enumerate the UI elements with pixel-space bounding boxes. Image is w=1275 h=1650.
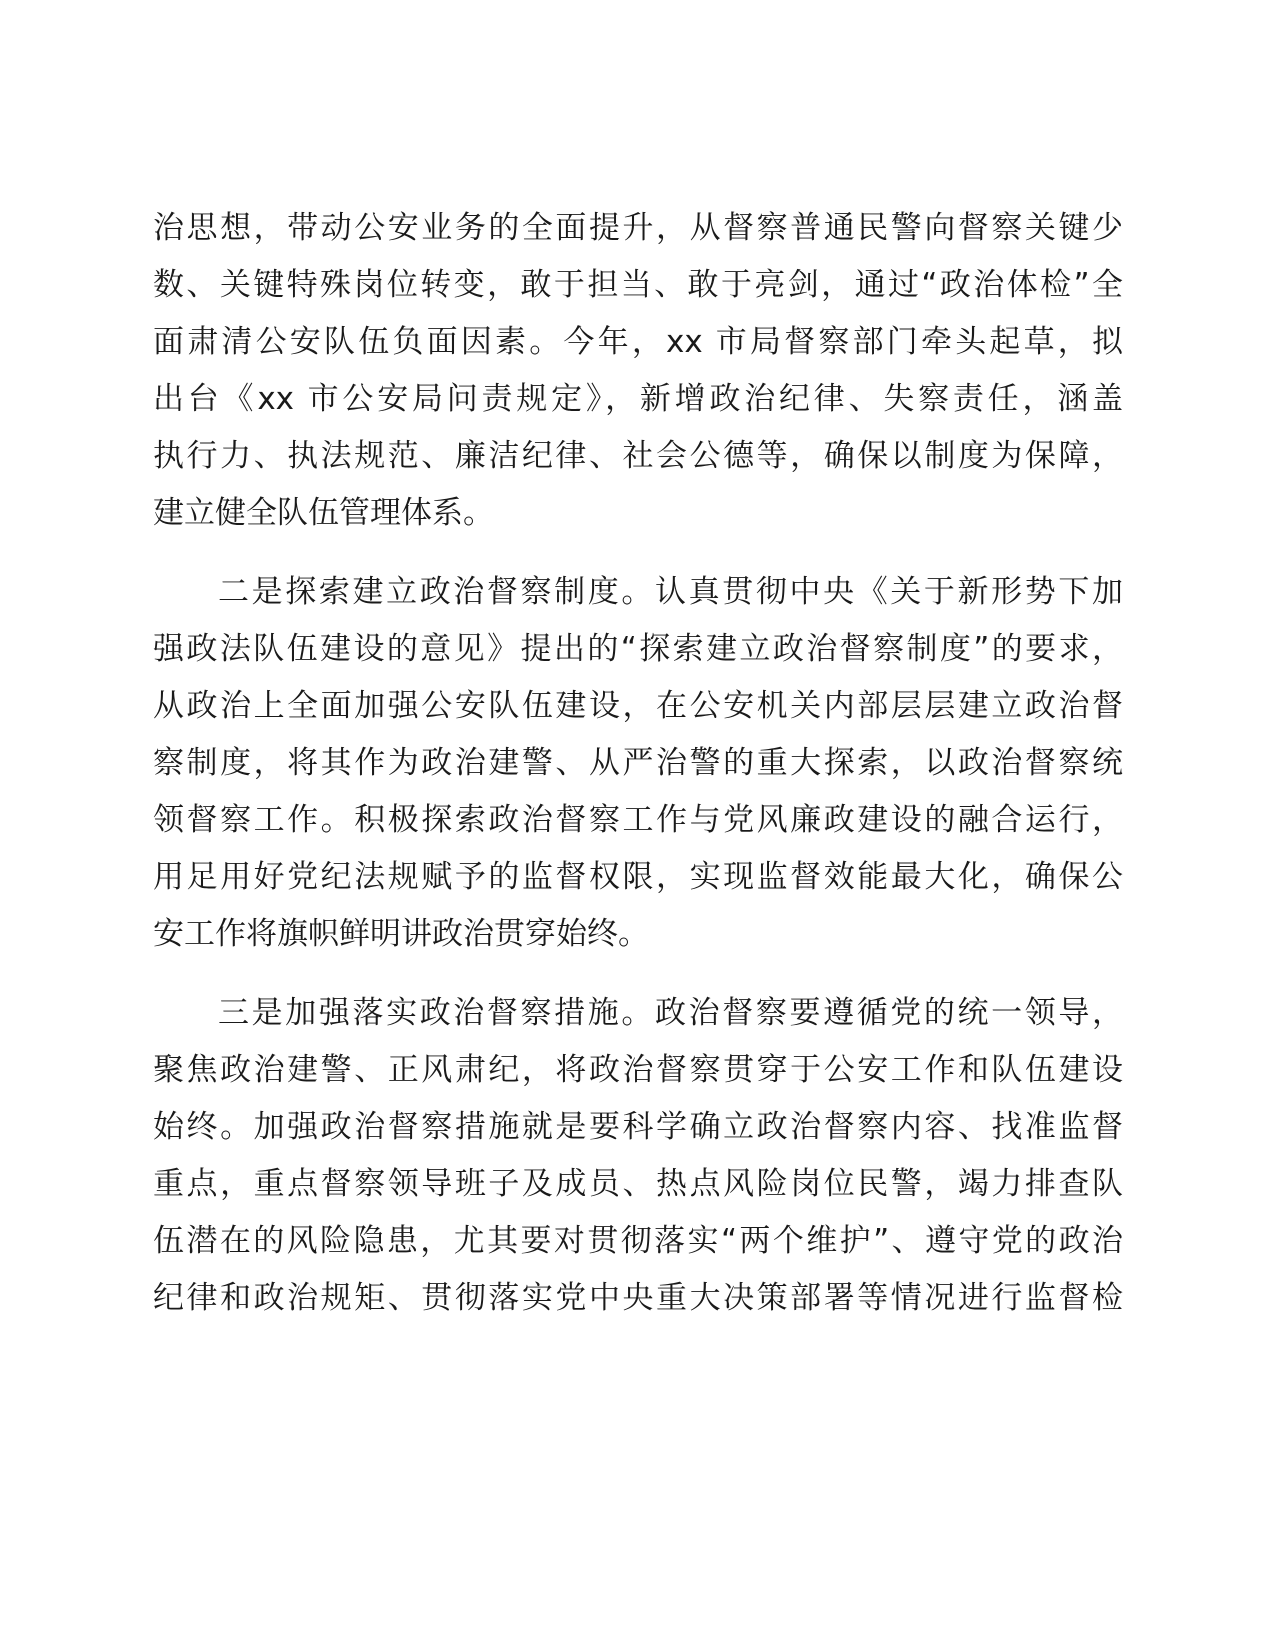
paragraph-3	[153, 985, 1123, 1327]
text-line: 面肃清公安队伍负面因素。今年，xx 市局督察部门牵头起草，拟	[153, 324, 1123, 360]
text-line: 三是加强落实政治督察措施。政治督察要遵循党的统一领导，	[218, 995, 1123, 1031]
text-line: 重点，重点督察领导班子及成员、热点风险岗位民警，竭力排查队	[153, 1166, 1123, 1202]
text-line: 用足用好党纪法规赋予的监督权限，实现监督效能最大化，确保公	[153, 859, 1123, 895]
text-line: 聚焦政治建警、正风肃纪，将政治督察贯穿于公安工作和队伍建设	[153, 1052, 1123, 1088]
text-line: 二是探索建立政治督察制度。认真贯彻中央《关于新形势下加	[218, 574, 1123, 610]
body-text	[153, 200, 1123, 1327]
paragraph-1	[153, 200, 1123, 542]
text-line: 伍潜在的风险隐患，尤其要对贯彻落实“两个维护”、遵守党的政治	[153, 1223, 1123, 1259]
text-line: 强政法队伍建设的意见》提出的“探索建立政治督察制度”的要求，	[153, 631, 1123, 667]
text-line: 始终。加强政治督察措施就是要科学确立政治督察内容、找准监督	[153, 1109, 1123, 1145]
text-line: 治思想，带动公安业务的全面提升，从督察普通民警向督察关键少	[153, 210, 1123, 246]
text-line: 安工作将旗帜鲜明讲政治贯穿始终。	[153, 916, 649, 952]
text-line: 执行力、执法规范、廉洁纪律、社会公德等，确保以制度为保障，	[153, 438, 1123, 474]
text-line: 从政治上全面加强公安队伍建设，在公安机关内部层层建立政治督	[153, 688, 1123, 724]
text-line: 建立健全队伍管理体系。	[153, 495, 494, 531]
text-line: 出台《xx 市公安局问责规定》，新增政治纪律、失察责任，涵盖	[153, 381, 1123, 417]
text-line: 数、关键特殊岗位转变，敢于担当、敢于亮剑，通过“政治体检”全	[153, 267, 1123, 303]
text-line: 领督察工作。积极探索政治督察工作与党风廉政建设的融合运行，	[153, 802, 1123, 838]
paragraph-2	[153, 564, 1123, 963]
text-line: 察制度，将其作为政治建警、从严治警的重大探索，以政治督察统	[153, 745, 1123, 781]
text-line: 纪律和政治规矩、贯彻落实党中央重大决策部署等情况进行监督检	[153, 1280, 1123, 1316]
